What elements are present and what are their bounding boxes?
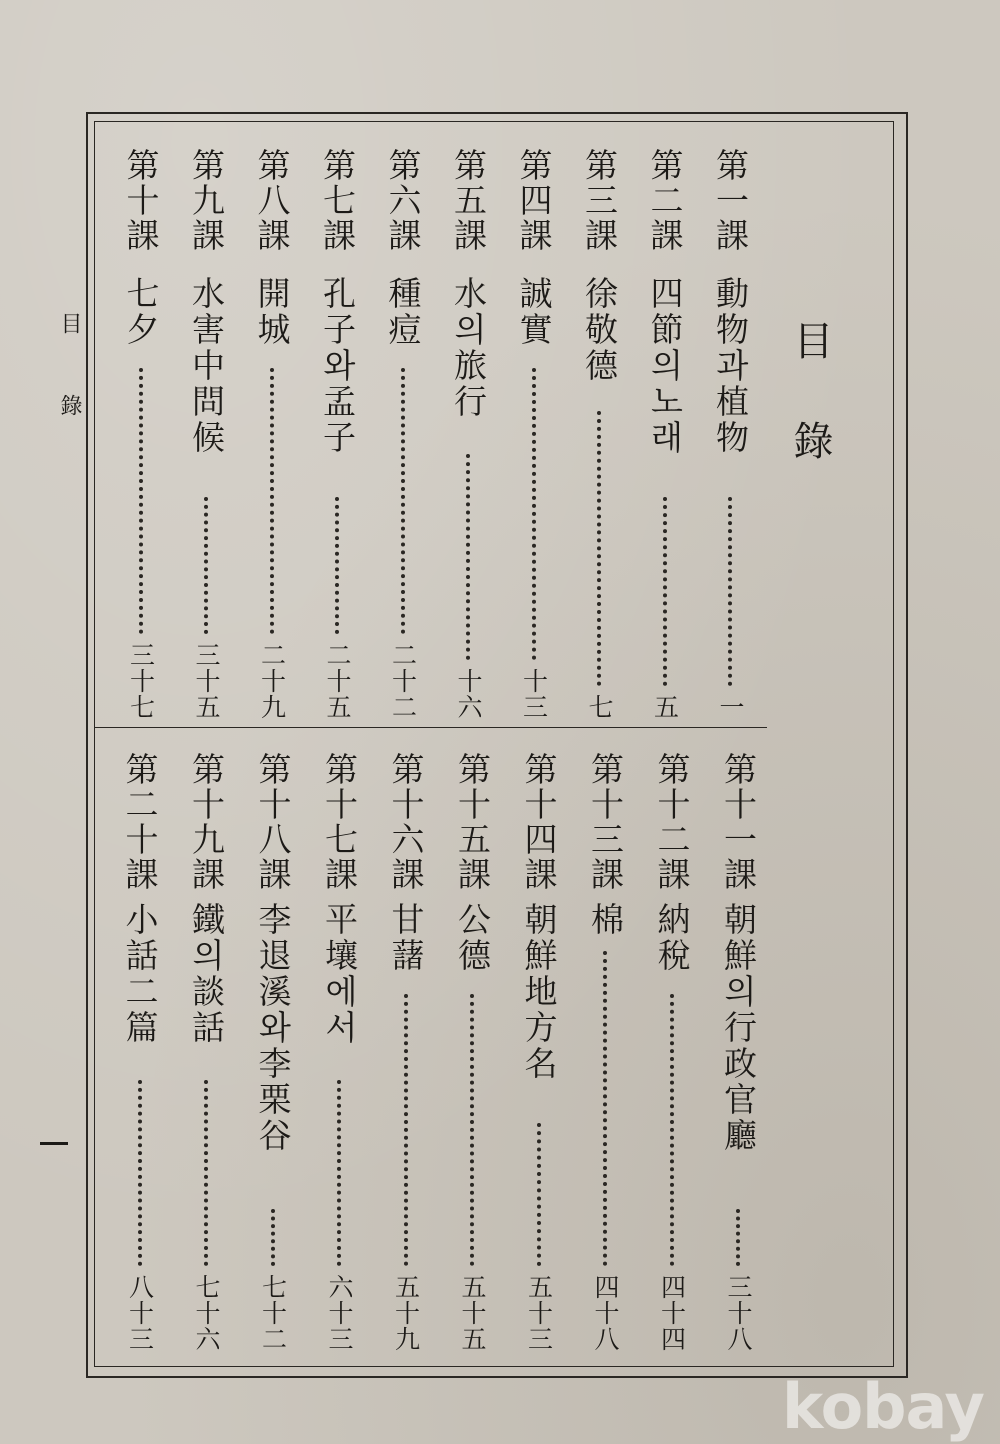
- toc-entry: [383, 148, 423, 720]
- lesson-number: 第十一課: [719, 752, 758, 892]
- lesson-title: 公德: [453, 902, 492, 974]
- section-divider: [95, 727, 767, 728]
- lesson-number: 第十八課: [253, 752, 293, 892]
- leader-dots: [728, 497, 732, 686]
- page-number: 五十三: [524, 1274, 554, 1352]
- toc-entry: [452, 752, 492, 1352]
- toc-entry: [253, 752, 293, 1352]
- toc-entry: [121, 148, 161, 720]
- toc-entry: [186, 752, 226, 1352]
- lesson-number: 第八課: [252, 148, 292, 253]
- toc-entry: [579, 148, 619, 720]
- lesson-number: 第十四課: [519, 752, 559, 892]
- lesson-number: 第十課: [121, 148, 161, 253]
- lesson-number: 第十七課: [320, 752, 359, 892]
- leader-dots: [537, 1123, 541, 1266]
- page-number: 三十七: [126, 642, 156, 720]
- leader-dots: [271, 1209, 275, 1266]
- lesson-title: 誠實: [514, 276, 554, 348]
- page-heading: 目錄: [787, 320, 833, 520]
- lesson-number: 第十三課: [586, 752, 625, 892]
- page-number: 六十三: [325, 1274, 354, 1352]
- lesson-title: 水의旅行: [449, 276, 488, 420]
- page-number: 十六: [454, 668, 483, 720]
- lesson-title: 鐵의談話: [187, 902, 226, 1046]
- lesson-title: 棉: [586, 902, 625, 938]
- leader-dots: [663, 497, 667, 686]
- leader-dots: [603, 951, 607, 1266]
- lesson-number: 第六課: [383, 148, 423, 253]
- leader-dots: [670, 994, 674, 1266]
- toc-entry: [652, 752, 692, 1352]
- leader-dots: [204, 1080, 208, 1266]
- lesson-title: 動物과植物: [711, 276, 750, 456]
- page-number: 五十五: [458, 1274, 487, 1352]
- lesson-number: 第十六課: [386, 752, 426, 892]
- lesson-title: 開城: [252, 276, 292, 348]
- page-number: 一: [716, 694, 745, 720]
- page-number: 三十八: [724, 1274, 753, 1352]
- running-head: 目錄: [57, 312, 82, 476]
- lesson-number: 第十五課: [453, 752, 492, 892]
- toc-entry: [386, 752, 426, 1352]
- page-number: 七十六: [192, 1274, 221, 1352]
- lesson-title: 平壤에서: [320, 902, 359, 1046]
- lesson-number: 第九課: [187, 148, 226, 253]
- toc-entry: [317, 148, 357, 720]
- page-number: 七: [585, 694, 614, 720]
- watermark-logo: kobay: [782, 1370, 984, 1443]
- toc-entry: [186, 148, 226, 720]
- lesson-title: 徐敬德: [580, 276, 619, 384]
- toc-entry: [645, 148, 685, 720]
- lesson-title: 甘藷: [386, 902, 426, 974]
- lesson-number: 第二課: [645, 148, 685, 253]
- toc-entry: [710, 148, 750, 720]
- leader-dots: [335, 497, 339, 634]
- page-number: 二十五: [323, 642, 352, 720]
- lesson-number: 第四課: [514, 148, 554, 253]
- leader-dots: [270, 368, 274, 634]
- lesson-title: 小話二篇: [120, 902, 160, 1046]
- toc-entry: [514, 148, 554, 720]
- lesson-number: 第十二課: [652, 752, 692, 892]
- leader-dots: [532, 368, 536, 660]
- leader-dots: [404, 994, 408, 1266]
- lesson-title: 孔子와孟子: [318, 276, 357, 456]
- lesson-title: 朝鮮의行政官廳: [719, 902, 758, 1154]
- toc-entry: [252, 148, 292, 720]
- lesson-title: 四節의노래: [645, 276, 685, 456]
- page-number: 二十九: [257, 642, 287, 720]
- page-number: 二十二: [388, 642, 418, 720]
- lesson-number: 第七課: [318, 148, 357, 253]
- toc-entry: [319, 752, 359, 1352]
- leader-dots: [138, 1080, 142, 1266]
- leader-dots: [139, 368, 143, 634]
- lesson-title: 七夕: [121, 276, 161, 348]
- leader-dots: [736, 1209, 740, 1266]
- lesson-number: 第十九課: [187, 752, 226, 892]
- toc-entry: [519, 752, 559, 1352]
- page-number: 五十九: [391, 1274, 421, 1352]
- toc-entry: [718, 752, 758, 1352]
- leader-dots: [401, 368, 405, 634]
- leader-dots: [597, 411, 601, 686]
- lesson-number: 第三課: [580, 148, 619, 253]
- page-number: 五: [650, 694, 680, 720]
- lesson-title: 種痘: [383, 276, 423, 348]
- lesson-title: 水害中問候: [187, 276, 226, 456]
- page-number: 三十五: [192, 642, 221, 720]
- page-number: 八十三: [125, 1274, 155, 1352]
- folio-mark: [40, 1142, 68, 1145]
- lesson-number: 第二十課: [120, 752, 160, 892]
- toc-entry: [585, 752, 625, 1352]
- leader-dots: [337, 1080, 341, 1266]
- lesson-title: 李退溪와李栗谷: [253, 902, 293, 1154]
- leader-dots: [204, 497, 208, 634]
- leader-dots: [470, 994, 474, 1266]
- page-number: 四十八: [591, 1274, 620, 1352]
- lesson-number: 第五課: [449, 148, 488, 253]
- lesson-title: 納稅: [652, 902, 692, 974]
- leader-dots: [466, 454, 470, 660]
- page-number: 四十四: [657, 1274, 687, 1352]
- page-number: 七十二: [258, 1274, 288, 1352]
- page-number: 十三: [519, 668, 549, 720]
- lesson-number: 第一課: [711, 148, 750, 253]
- folio-number: [40, 1130, 41, 1131]
- toc-entry: [448, 148, 488, 720]
- lesson-title: 朝鮮地方名: [519, 902, 559, 1082]
- toc-entry: [120, 752, 160, 1352]
